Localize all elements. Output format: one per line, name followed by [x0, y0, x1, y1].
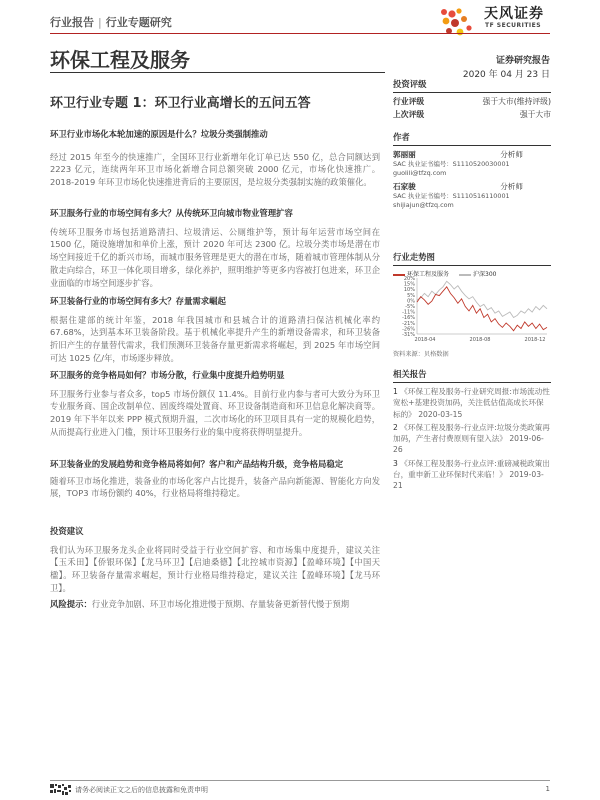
section-heading: 投资建议 — [50, 526, 84, 536]
y-tick-label: -31% — [402, 332, 415, 338]
rating-row — [393, 95, 551, 108]
related-item[interactable] — [393, 386, 551, 420]
x-tick-label: 2018-04 — [414, 337, 436, 343]
author-cert: SAC 执业证书编号：S1110516110001 — [393, 192, 510, 200]
rating-title: 投资评级 — [393, 78, 551, 93]
author-role: 分析师 — [500, 150, 523, 159]
section-text: 我们认为环卫服务龙头企业将同时受益于行业空间扩容、和市场集中度提升，建议关注【玉禾田】【侨银环保】【龙马环卫】【启迪桑德】【北控城市资源】【盈峰环境】【中国天楹】。环卫装备存量需求崛起，预计行业格局维持稳定，建议关注【盈峰环境】【龙马环卫】。 — [50, 544, 380, 593]
y-tick-label: 20% — [403, 276, 415, 282]
risk-heading: 风险提示： — [50, 599, 92, 609]
risk-text: 行业竞争加剧、环卫市场化推进慢于预期、存量装备更新替代慢于预期 — [91, 599, 350, 609]
section-heading: 环卫服务行业的市场空间有多大？从传统环卫向城市物业管理扩容 — [50, 208, 293, 218]
section-heading: 环卫装备行业的市场空间有多大？存量需求崛起 — [50, 296, 226, 306]
y-tick-label: -26% — [402, 326, 415, 333]
prev-rating-label: 上次评级 — [393, 110, 425, 119]
report-subtitle: 环卫行业专题 1：环卫行业高增长的五问五答 — [50, 96, 311, 111]
header-breadcrumb — [50, 14, 172, 30]
header-category: 行业报告 — [50, 16, 94, 29]
related-num: 1 — [393, 387, 398, 396]
rating-value: 强于大市(维持评级) — [482, 97, 551, 106]
section-heading: 环卫行业市场化本轮加速的原因是什么？垃圾分类强制推动 — [50, 129, 268, 139]
author-role: 分析师 — [500, 182, 523, 191]
logo-text-en: TF SECURITIES — [485, 22, 542, 29]
y-tick-label: -21% — [402, 320, 415, 327]
section-text: 传统环卫服务市场包括道路清扫、垃圾清运、公厕维护等，预计每年运营市场空间在 1500 亿，随设施增加和单价上涨，预计 2020 年可达 2300 亿。垃圾分类市场是潜在市场空间接近千亿的新兴市场，而城市服务管理是更大的潜在市场，随着城市管理体制从分散走向综合，环卫一体化项目增多，绿化养护，照明维护等更多内容被打包进来，环卫企业面临的市场空间逐步扩容。 — [50, 226, 380, 288]
footer-divider — [50, 780, 550, 781]
y-tick-label: -11% — [402, 309, 415, 316]
qr-code-icon — [50, 784, 72, 796]
x-tick-label: 2018-08 — [469, 337, 491, 343]
section-text: 经过 2015 年至今的快速推广，全国环卫行业新增年化订单已达 550 亿，总合同额达到 2223 亿元，连续两年环卫市场化新增合同总额突破 2000 亿元，市场化快速推广。2018-2019 年环卫市场化快速推进背后的主要原因，是垃圾分类强制实施的政策催化。 — [50, 151, 380, 188]
y-tick-label: 15% — [403, 281, 415, 288]
related-title: 相关报告 — [393, 368, 551, 383]
author-card — [393, 182, 551, 210]
section-text: 环卫服务行业参与者众多，top5 市场份额仅 11.4%。目前行业内参与者可大致分为环卫专业服务商、国企改制单位、固废终端处置商、环卫设备制造商和环卫信息化解决商等。2019 年下半年以来 PPP 模式预期升温，二次市场化的环卫项目具有一定的规模化趋势，从而提高行业进入门槛，预计环卫服务行业的集中度将获得明显提升。 — [50, 388, 380, 437]
trend-chart — [393, 275, 551, 345]
author-email[interactable]: shijiajun@tfzq.com — [393, 201, 454, 209]
trend-panel — [393, 251, 551, 278]
related-num: 3 — [393, 458, 398, 468]
rating-label: 行业评级 — [393, 97, 425, 106]
section-text: 随着环卫市场化推进，装备业的市场化客户占比提升，装备产品向新能源、智能化方向发展，TOP3 市场份额约 40%，行业格局将维持稳定。 — [50, 475, 380, 499]
related-text: 《环保工程及服务-行业点评:重磅减税政策出台，重申新工业环保时代来临！》 2019-03-21 — [393, 458, 550, 491]
author-email[interactable]: guolili@tfzq.com — [393, 169, 447, 177]
section-6 — [50, 525, 380, 595]
y-tick-label: 5% — [407, 292, 415, 299]
chart-source: 资料来源：贝格数据 — [393, 351, 449, 358]
x-tick-label: 2018-12 — [524, 337, 546, 343]
header-subcategory: 行业专题研究 — [105, 16, 172, 29]
related-num: 2 — [393, 422, 398, 432]
section-5 — [50, 458, 380, 500]
report-type: 证券研究报告 — [495, 56, 550, 66]
section-1 — [50, 128, 380, 189]
y-tick-label: -5% — [405, 304, 415, 310]
author-name: 石家骏 — [393, 182, 416, 191]
section-risk — [50, 598, 380, 611]
header-separator: | — [98, 16, 102, 29]
legend-label-hs300: 沪深300 — [473, 271, 497, 278]
report-date: 2020 年 04 月 23 日 — [462, 70, 550, 80]
section-heading: 环卫服务的竞争格局如何？市场分散，行业集中度提升趋势明显 — [50, 370, 285, 380]
title-divider — [50, 72, 385, 73]
author-cert: SAC 执业证书编号：S1110520030001 — [393, 160, 510, 168]
section-4 — [50, 369, 380, 439]
section-text: 根据住建部的统计年鉴，2018 年我国城市和县城合计的道路清扫保洁机械化率约 67.68%，达到基本环卫装备阶段。基于机械化率提升产生的新增设备需求，和环卫装备折旧产生的存量替代需求，我们预测环卫装备存量更新需求将崛起，到 2025 年市场空间可达 1025 亿/年，市场逐步释放。 — [50, 314, 380, 363]
authors-panel — [393, 131, 551, 210]
author-card — [393, 150, 551, 178]
prev-rating-value: 强于大市 — [519, 110, 551, 119]
y-tick-label: -16% — [402, 315, 415, 322]
page-number: 1 — [545, 785, 550, 793]
related-item[interactable] — [393, 458, 551, 492]
prev-rating-row — [393, 108, 551, 121]
authors-title: 作者 — [393, 131, 551, 146]
section-3 — [50, 295, 380, 365]
y-tick-label: 0% — [407, 298, 415, 305]
logo-text-cn: 天风证券 — [484, 6, 544, 22]
legend-label-industry: 环保工程及服务 — [407, 271, 450, 278]
footer-disclaimer: 请务必阅读正文之后的信息披露和免责申明 — [75, 786, 208, 794]
section-2 — [50, 207, 380, 289]
related-panel — [393, 368, 551, 492]
trend-title: 行业走势图 — [393, 251, 551, 266]
rating-panel — [393, 78, 551, 121]
header-divider — [50, 33, 550, 34]
page-title: 环保工程及服务 — [50, 48, 190, 72]
related-text: 《环保工程及服务-行业研究周报:市场流动性宽松+基建投资加码，关注低估值高成长环保标的》 2020-03-15 — [393, 387, 550, 419]
section-heading: 环卫装备业的发展趋势和竞争格局将如何？客户和产品结构升级，竞争格局稳定 — [50, 459, 344, 469]
related-item[interactable] — [393, 422, 551, 456]
author-name: 郭丽丽 — [393, 150, 416, 159]
y-tick-label: 10% — [403, 287, 415, 294]
related-text: 《环保工程及服务-行业点评:垃圾分类政策再加码，产生者付费原则有望入法》 2019-06-26 — [393, 422, 550, 455]
